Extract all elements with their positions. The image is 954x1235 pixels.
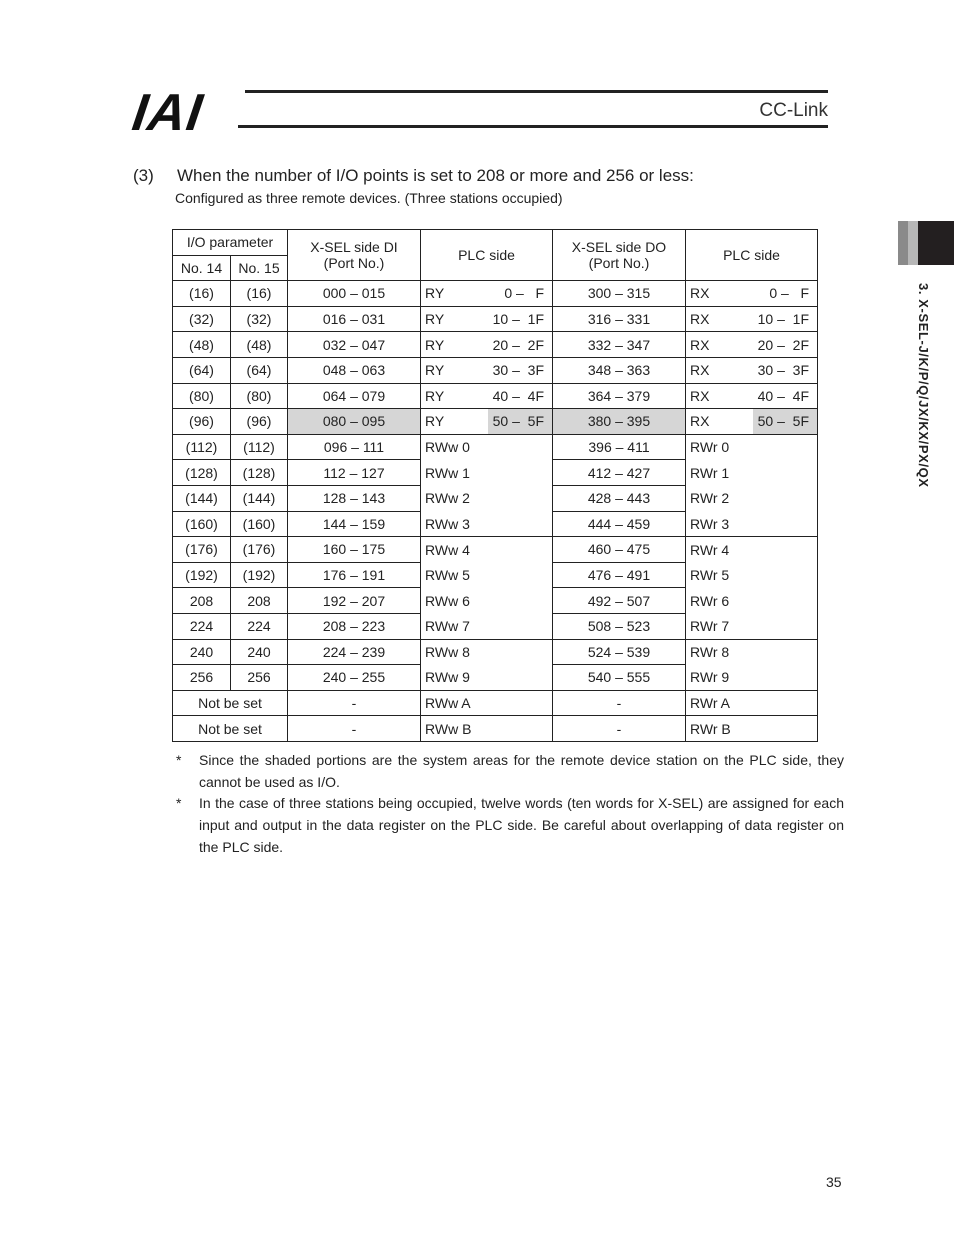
plc-device: RX [690, 285, 710, 302]
plc-address: 40 – 4F [757, 387, 809, 404]
cell-no15: 224 [231, 613, 288, 639]
cell-no14: (48) [173, 332, 231, 358]
cell-xsel-do: - [553, 690, 686, 716]
table-row [173, 332, 818, 358]
cell-no14: (144) [173, 485, 231, 511]
cell-plc-input: RWw 1 [421, 460, 553, 486]
cell-no14: (64) [173, 357, 231, 383]
table-row [173, 306, 818, 332]
section-subtitle: Configured as three remote devices. (Three stations occupied) [175, 190, 563, 206]
plc-address: 20 – 2F [492, 336, 544, 353]
cell-xsel-do: 364 – 379 [553, 383, 686, 409]
cell-xsel-di: 096 – 111 [288, 434, 421, 460]
cell-plc-output: RWr 5 [686, 562, 818, 588]
cell-plc-input: RWw 7 [421, 613, 553, 639]
io-assignment-table [172, 229, 818, 742]
header-io-parameter: I/O parameter [173, 230, 288, 256]
cell-io-parameter: Not be set [173, 690, 288, 716]
table-row [173, 357, 818, 383]
cell-no14: (192) [173, 562, 231, 588]
cell-no15: 256 [231, 665, 288, 691]
plc-address: 20 – 2F [757, 336, 809, 353]
cell-no14: 240 [173, 639, 231, 665]
header-no14: No. 14 [173, 255, 231, 281]
cell-xsel-do: 460 – 475 [553, 537, 686, 563]
table-row [173, 409, 818, 435]
note-three-stations [176, 792, 844, 858]
header-rule-top [245, 90, 828, 93]
cell-plc-output: RWr 3 [686, 511, 818, 537]
plc-address: 0 – F [769, 285, 809, 302]
table-row [173, 383, 818, 409]
page-number: 35 [826, 1174, 842, 1190]
cell-no15: (80) [231, 383, 288, 409]
plc-address: 30 – 3F [492, 362, 544, 379]
cell-no14: (32) [173, 306, 231, 332]
cell-xsel-di: 160 – 175 [288, 537, 421, 563]
header-rule-bottom [238, 125, 828, 128]
note-text: Since the shaded portions are the system areas for the remote device station on the PLC side, they cannot be used as I/O. [199, 752, 844, 790]
cell-no14: (176) [173, 537, 231, 563]
cell-plc-output: RWr 6 [686, 588, 818, 614]
cell-xsel-do: 380 – 395 [553, 409, 686, 435]
cell-xsel-di: 000 – 015 [288, 281, 421, 307]
table-row [173, 511, 818, 537]
cell-plc-input: RWw 6 [421, 588, 553, 614]
plc-device: RX [690, 336, 710, 353]
table-row [173, 485, 818, 511]
note-bullet: * [176, 795, 182, 811]
note-text: In the case of three stations being occupied, twelve words (ten words for X-SEL) are assigned for each input and output in the data register on the PLC side. Be careful about overlapping of data register on the PLC side. [199, 795, 844, 855]
cell-xsel-di: 224 – 239 [288, 639, 421, 665]
cell-xsel-di: 112 – 127 [288, 460, 421, 486]
cell-plc-output: RWr A [686, 690, 818, 716]
cell-xsel-do: 540 – 555 [553, 665, 686, 691]
cell-xsel-di: - [288, 716, 421, 742]
plc-address: 30 – 3F [757, 362, 809, 379]
section-number: (3) [133, 166, 154, 185]
table-row [173, 562, 818, 588]
cell-plc-input [421, 357, 553, 383]
cell-plc-input [421, 409, 553, 435]
cell-plc-output [686, 332, 818, 358]
cell-xsel-di: 128 – 143 [288, 485, 421, 511]
plc-device: RY [425, 311, 445, 328]
plc-device: RY [425, 387, 445, 404]
cell-no14: 256 [173, 665, 231, 691]
chapter-tab-dark [918, 221, 954, 265]
cell-plc-output [686, 383, 818, 409]
plc-device: RX [690, 362, 710, 379]
cell-plc-output [686, 357, 818, 383]
cell-plc-input: RWw A [421, 690, 553, 716]
section-title: When the number of I/O points is set to 208 or more and 256 or less: [177, 166, 694, 185]
cell-xsel-do: 300 – 315 [553, 281, 686, 307]
cell-no15: (32) [231, 306, 288, 332]
cell-no14: (96) [173, 409, 231, 435]
cell-xsel-do: 492 – 507 [553, 588, 686, 614]
cell-no15: 240 [231, 639, 288, 665]
cell-plc-input [421, 383, 553, 409]
plc-address: 0 – F [504, 285, 544, 302]
header-plc-side-output: PLC side [686, 230, 818, 281]
cell-no14: 208 [173, 588, 231, 614]
cell-xsel-di: 144 – 159 [288, 511, 421, 537]
cell-plc-input: RWw 2 [421, 485, 553, 511]
table-row [173, 588, 818, 614]
cell-plc-output: RWr 7 [686, 613, 818, 639]
cell-plc-input: RWw 0 [421, 434, 553, 460]
cell-no15: (128) [231, 460, 288, 486]
cell-plc-input: RWw 3 [421, 511, 553, 537]
chapter-label: 3. X-SEL-J/K/P/Q/JX/KX/PX/QX [916, 283, 931, 488]
cell-xsel-do: 396 – 411 [553, 434, 686, 460]
plc-device: RX [690, 387, 710, 404]
cell-io-parameter: Not be set [173, 716, 288, 742]
cell-xsel-di: 048 – 063 [288, 357, 421, 383]
cell-xsel-do: - [553, 716, 686, 742]
header-plc-side-input: PLC side [421, 230, 553, 281]
cell-no14: (16) [173, 281, 231, 307]
cell-plc-output [686, 306, 818, 332]
cell-xsel-do: 508 – 523 [553, 613, 686, 639]
header-no15: No. 15 [231, 255, 288, 281]
plc-address: 10 – 1F [492, 311, 544, 328]
cell-no15: (160) [231, 511, 288, 537]
plc-address: 50 – 5F [488, 409, 552, 434]
cell-plc-input: RWw 9 [421, 665, 553, 691]
iai-logo: IAI [128, 84, 207, 142]
plc-device: RY [425, 285, 445, 302]
cell-xsel-do: 476 – 491 [553, 562, 686, 588]
plc-address: 40 – 4F [492, 387, 544, 404]
table-row [173, 639, 818, 665]
table-row [173, 716, 818, 742]
table-row [173, 460, 818, 486]
cell-no14: (112) [173, 434, 231, 460]
cell-no14: (128) [173, 460, 231, 486]
cell-no15: (64) [231, 357, 288, 383]
plc-device: RY [425, 413, 445, 430]
plc-device: RX [690, 311, 710, 328]
cell-plc-input: RWw 5 [421, 562, 553, 588]
cell-plc-input [421, 306, 553, 332]
plc-device: RX [690, 413, 710, 430]
cell-xsel-di: 064 – 079 [288, 383, 421, 409]
plc-device: RY [425, 336, 445, 353]
cell-no15: (48) [231, 332, 288, 358]
cell-xsel-di: 208 – 223 [288, 613, 421, 639]
cell-no15: (112) [231, 434, 288, 460]
cell-xsel-di: 080 – 095 [288, 409, 421, 435]
cell-plc-output: RWr 0 [686, 434, 818, 460]
cell-no15: 208 [231, 588, 288, 614]
cell-no15: (16) [231, 281, 288, 307]
cell-xsel-do: 444 – 459 [553, 511, 686, 537]
cell-no15: (192) [231, 562, 288, 588]
cell-xsel-do: 348 – 363 [553, 357, 686, 383]
cell-xsel-di: - [288, 690, 421, 716]
table-row [173, 281, 818, 307]
cell-plc-input: RWw 4 [421, 537, 553, 563]
cell-plc-output [686, 281, 818, 307]
cell-xsel-di: 032 – 047 [288, 332, 421, 358]
cell-plc-output: RWr 8 [686, 639, 818, 665]
cell-xsel-do: 524 – 539 [553, 639, 686, 665]
table-row [173, 434, 818, 460]
cell-no14: (160) [173, 511, 231, 537]
table-row [173, 690, 818, 716]
table-row [173, 613, 818, 639]
header-xsel-di: X-SEL side DI (Port No.) [288, 230, 421, 281]
cell-plc-input: RWw 8 [421, 639, 553, 665]
cell-xsel-di: 016 – 031 [288, 306, 421, 332]
cell-no15: (176) [231, 537, 288, 563]
cell-plc-input: RWw B [421, 716, 553, 742]
cell-xsel-di: 176 – 191 [288, 562, 421, 588]
chapter-tab-light [908, 221, 918, 265]
cell-xsel-di: 192 – 207 [288, 588, 421, 614]
cell-xsel-do: 316 – 331 [553, 306, 686, 332]
cell-no14: (80) [173, 383, 231, 409]
table-row [173, 537, 818, 563]
cell-plc-output: RWr 4 [686, 537, 818, 563]
plc-address: 50 – 5F [753, 409, 817, 434]
cell-no15: (96) [231, 409, 288, 435]
plc-device: RY [425, 362, 445, 379]
cell-no14: 224 [173, 613, 231, 639]
table-row [173, 665, 818, 691]
cell-plc-output [686, 409, 818, 435]
cell-plc-output: RWr 9 [686, 665, 818, 691]
cell-xsel-di: 240 – 255 [288, 665, 421, 691]
cell-plc-output: RWr B [686, 716, 818, 742]
cell-plc-input [421, 332, 553, 358]
plc-address: 10 – 1F [757, 311, 809, 328]
header-section-name: CC-Link [759, 100, 828, 121]
cell-no15: (144) [231, 485, 288, 511]
header-xsel-do: X-SEL side DO (Port No.) [553, 230, 686, 281]
cell-plc-input [421, 281, 553, 307]
cell-xsel-do: 412 – 427 [553, 460, 686, 486]
cell-plc-output: RWr 2 [686, 485, 818, 511]
cell-xsel-do: 332 – 347 [553, 332, 686, 358]
note-shaded [176, 749, 844, 793]
cell-xsel-do: 428 – 443 [553, 485, 686, 511]
note-bullet: * [176, 752, 182, 768]
cell-plc-output: RWr 1 [686, 460, 818, 486]
